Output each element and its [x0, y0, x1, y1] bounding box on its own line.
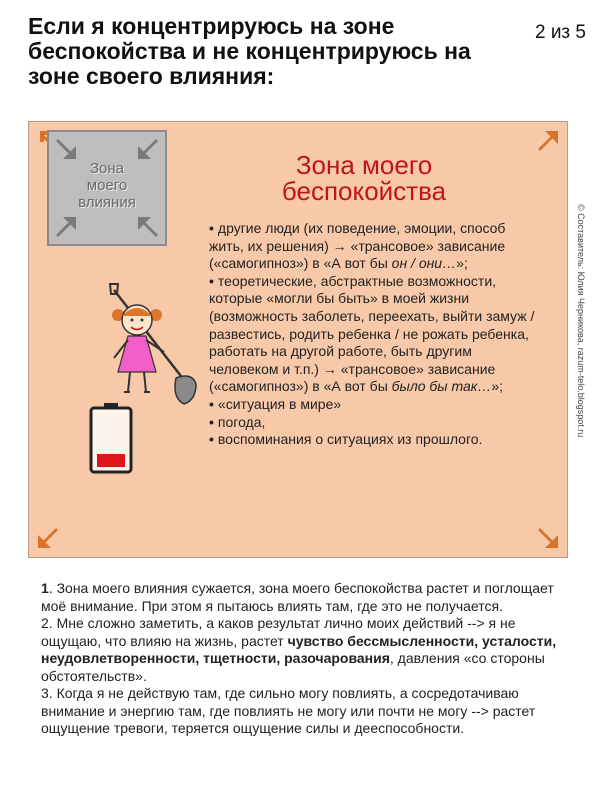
- list-item: • «ситуация в мире»: [209, 395, 342, 412]
- list-item: • погода,: [209, 413, 266, 430]
- arrow-icon: [535, 525, 561, 551]
- list-item: • другие люди (их поведение, эмоции, способ жить, их решения) → «трансовое» зависание («самогипноз») в «А вот бы он / они…»;: [209, 220, 506, 272]
- influence-zone-label: Зона моего влияния: [78, 160, 136, 211]
- worry-list: [209, 220, 539, 449]
- arrow-icon: [135, 136, 161, 162]
- note-1: 1. Зона моего влияния сужается, зона моего беспокойства растет и поглощает моё внимание. При этом я пытаюсь влиять там, где это не получается.: [41, 580, 554, 614]
- page-indicator: 2 из 5: [534, 22, 586, 43]
- list-item: • воспоминания о ситуациях из прошлого.: [209, 431, 483, 448]
- page-title: Если я концентрируюсь на зоне беспокойства и не концентрируюсь на зоне своего влияния:: [28, 13, 471, 89]
- note-3: 3. Когда я не действую там, где сильно могу повлиять, а сосредотачиваю внимание и энергию там, где повлиять не могу или почти не могу --> растет ощущение тревоги, теряется ощущение силы и дееспособности.: [41, 685, 536, 736]
- arrow-icon: [135, 214, 161, 240]
- arrow-icon: [53, 214, 79, 240]
- arrow-icon: [35, 525, 61, 551]
- influence-zone-box: [47, 130, 167, 246]
- author-credit: © Составитель: Юлия Черникова, razum-telo.blogspot.ru: [576, 204, 586, 438]
- notes: [41, 580, 566, 738]
- note-2: 2. Мне сложно заметить, а каков результат лично моих действий --> я не ощущаю, что влияю на жизнь, растет чувство бессмысленности, усталости, неудовлетворенности, тщетности, разочарования, давления «со стороны обстоятельств».: [41, 615, 557, 684]
- arrow-icon: [535, 128, 561, 154]
- worry-zone-card: [28, 121, 568, 558]
- arrow-icon: [53, 136, 79, 162]
- list-item: • теоретические, абстрактные возможности, которые «могли бы быть» в моей жизни (возможность заболеть, переехать, выйти замуж / развестись, родить ребенка / не рожать ребенка, работать на другой работе, быть другим человеком и т.п.) → «трансовое» зависание («самогипноз») в «А вот бы было бы так…»;: [209, 272, 535, 395]
- low-battery-icon: [89, 402, 133, 474]
- girl-with-shovel-illustration: [84, 280, 214, 410]
- worry-zone-title: Зона моего беспокойства: [281, 150, 447, 206]
